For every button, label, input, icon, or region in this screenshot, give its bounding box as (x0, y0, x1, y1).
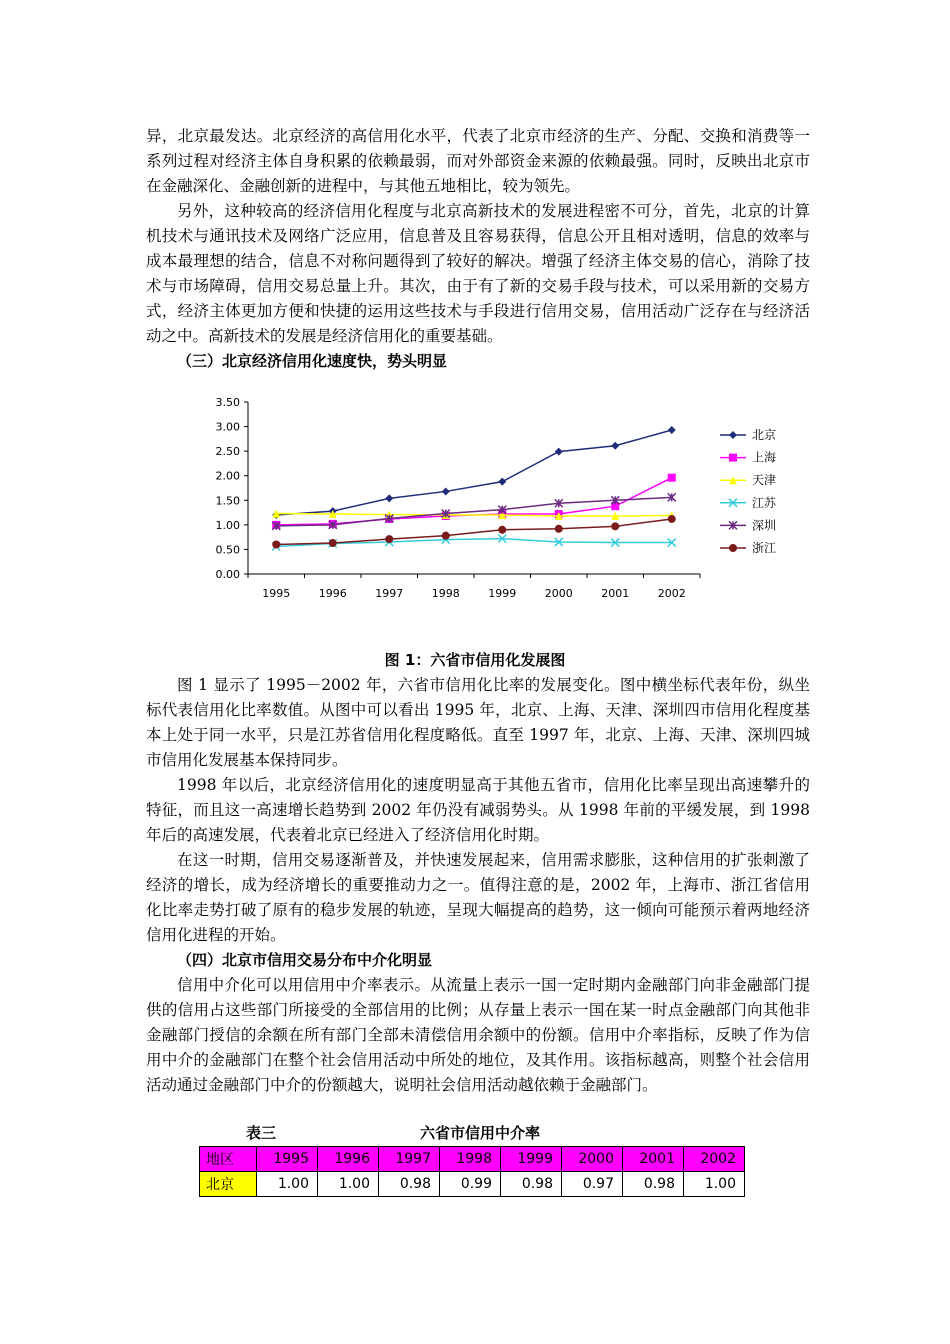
section-heading: （三）北京经济信用化速度快，势头明显 (177, 352, 448, 370)
legend-label: 上海 (752, 450, 777, 465)
x-tick-label: 2002 (657, 587, 686, 600)
table-title: 六省市信用中介率 (420, 1124, 541, 1142)
paragraph: 异，北京最发达。北京经济的高信用化水平，代表了北京市经济的生产、分配、交换和消费等一系列过程对经济主体自身积累的依赖最弱，而对外部资金来源的依赖最强。同时，反映出北京市在金融深化、金融创新的进程中，与其他五地相比，较为领先。 (146, 127, 810, 195)
legend-label: 深圳 (752, 518, 777, 533)
series-line (276, 514, 672, 516)
table-cell: 0.98 (379, 1172, 440, 1197)
table-cell: 1.00 (684, 1172, 745, 1197)
legend-marker (729, 431, 737, 439)
paragraph: 图 1 显示了 1995－2002 年，六省市信用化比率的发展变化。图中横坐标代表年份，纵坐标代表信用化比率数值。从图中可以看出 1995 年，北京、上海、天津、深圳四市信用化程度基本上处于同一水平，只是江苏省信用化程度略低。直至 1997 年，北京、上海、天津、深圳四城市信用化发展基本保持同步。 (146, 676, 810, 769)
line-chart (196, 388, 796, 616)
y-tick-label: 2.00 (215, 469, 240, 483)
data-point (555, 448, 563, 456)
chart-svg (196, 388, 796, 616)
table-header-row (200, 1147, 745, 1172)
data-point (329, 539, 337, 547)
legend-label: 天津 (752, 473, 777, 488)
y-tick-label: 0.50 (215, 543, 240, 557)
x-tick-label: 1997 (375, 587, 404, 600)
table-cell: 1.00 (257, 1172, 318, 1197)
paragraph: 1998 年以后，北京经济信用化的速度明显高于其他五省市，信用化比率呈现出高速攀升的特征，而且这一高速增长趋势到 2002 年仍没有减弱势头。从 1998 年前的平缓发展，到 1998 年后的高速发展，代表着北京已经进入了经济信用化时期。 (146, 776, 810, 844)
header-cell: 1998 (440, 1147, 501, 1172)
intermediation-table (199, 1146, 745, 1197)
y-tick-label: 0.00 (215, 568, 240, 581)
table-cell: 北京 (200, 1172, 257, 1197)
header-cell: 1997 (379, 1147, 440, 1172)
y-tick-label: 2.50 (215, 445, 240, 459)
data-point (498, 526, 506, 534)
table-cell: 0.98 (623, 1172, 684, 1197)
figure-caption: 图 1：六省市信用化发展图 (384, 651, 566, 669)
y-tick-label: 3.50 (215, 396, 240, 409)
data-point (555, 525, 563, 533)
mid-text-block (146, 673, 810, 1098)
x-tick-label: 1998 (431, 587, 460, 600)
table-cell: 0.99 (440, 1172, 501, 1197)
header-cell: 1995 (257, 1147, 318, 1172)
paragraph: 另外，这种较高的经济信用化程度与北京高新技术的发展进程密不可分，首先，北京的计算机技术与通讯技术及网络广泛应用，信息普及且容易获得，信息公开且相对透明，信息的效率与成本最理想的结合，信息不对称问题得到了较好的解决。增强了经济主体交易的信心，消除了技术与市场障碍，信用交易总量上升。其次，由于有了新的交易手段与技术，可以采用新的交易方式，经济主体更加方便和快捷的运用这些技术与手段进行信用交易，信用活动广泛存在与经济活动之中。高新技术的发展是经济信用化的重要基础。 (146, 202, 810, 345)
x-tick-label: 1999 (488, 587, 517, 600)
top-text-block (146, 124, 810, 374)
data-point (611, 522, 619, 530)
y-tick-label: 3.00 (215, 420, 240, 434)
x-tick-label: 2001 (601, 587, 630, 600)
data-point (385, 494, 393, 502)
table-cell: 1.00 (318, 1172, 379, 1197)
header-cell: 地区 (200, 1147, 257, 1172)
data-point (498, 478, 506, 486)
paragraph: 在这一时期，信用交易逐渐普及，并快速发展起来，信用需求膨胀，这种信用的扩张刺激了经济的增长，成为经济增长的重要推动力之一。值得注意的是，2002 年，上海市、浙江省信用化比率走势打破了原有的稳步发展的轨迹，呈现大幅提高的趋势，这一倾向可能预示着两地经济信用化进程的开始。 (146, 851, 810, 944)
header-cell: 2000 (562, 1147, 623, 1172)
legend-marker (729, 544, 737, 552)
legend-label: 江苏 (752, 495, 777, 510)
legend-label: 浙江 (752, 541, 777, 555)
data-point (272, 541, 280, 549)
y-tick-label: 1.00 (215, 518, 240, 532)
x-tick-label: 1996 (318, 587, 347, 600)
paragraph: 信用中介化可以用信用中介率表示。从流量上表示一国一定时期内金融部门向非金融部门提供的信用占这些部门所接受的全部信用的比例；从存量上表示一国在某一时点金融部门向其他非金融部门授信的余额在所有部门全部未清偿信用余额中的份额。信用中介率指标，反映了作为信用中介的金融部门在整个社会信用活动中所处的地位，及其作用。该指标越高，则整个社会信用活动通过金融部门中介的份额越大，说明社会信用活动越依赖于金融部门。 (146, 976, 810, 1094)
table-label: 表三 (246, 1124, 277, 1142)
header-cell: 2002 (684, 1147, 745, 1172)
section-heading: （四）北京市信用交易分布中介化明显 (177, 951, 433, 969)
x-tick-label: 1995 (262, 587, 291, 600)
header-cell: 2001 (623, 1147, 684, 1172)
table-cell: 0.98 (501, 1172, 562, 1197)
data-point (668, 474, 676, 482)
data-point (442, 487, 450, 495)
table-row (200, 1172, 745, 1197)
legend-marker (729, 454, 737, 462)
legend-label: 北京 (752, 428, 777, 442)
table-cell: 0.97 (562, 1172, 623, 1197)
y-tick-label: 1.50 (215, 494, 240, 508)
data-point (385, 535, 393, 543)
data-point (668, 426, 676, 434)
x-tick-label: 2000 (544, 587, 573, 600)
header-cell: 1996 (318, 1147, 379, 1172)
data-point (668, 515, 676, 523)
data-point (442, 532, 450, 540)
header-cell: 1999 (501, 1147, 562, 1172)
data-point (611, 442, 619, 450)
